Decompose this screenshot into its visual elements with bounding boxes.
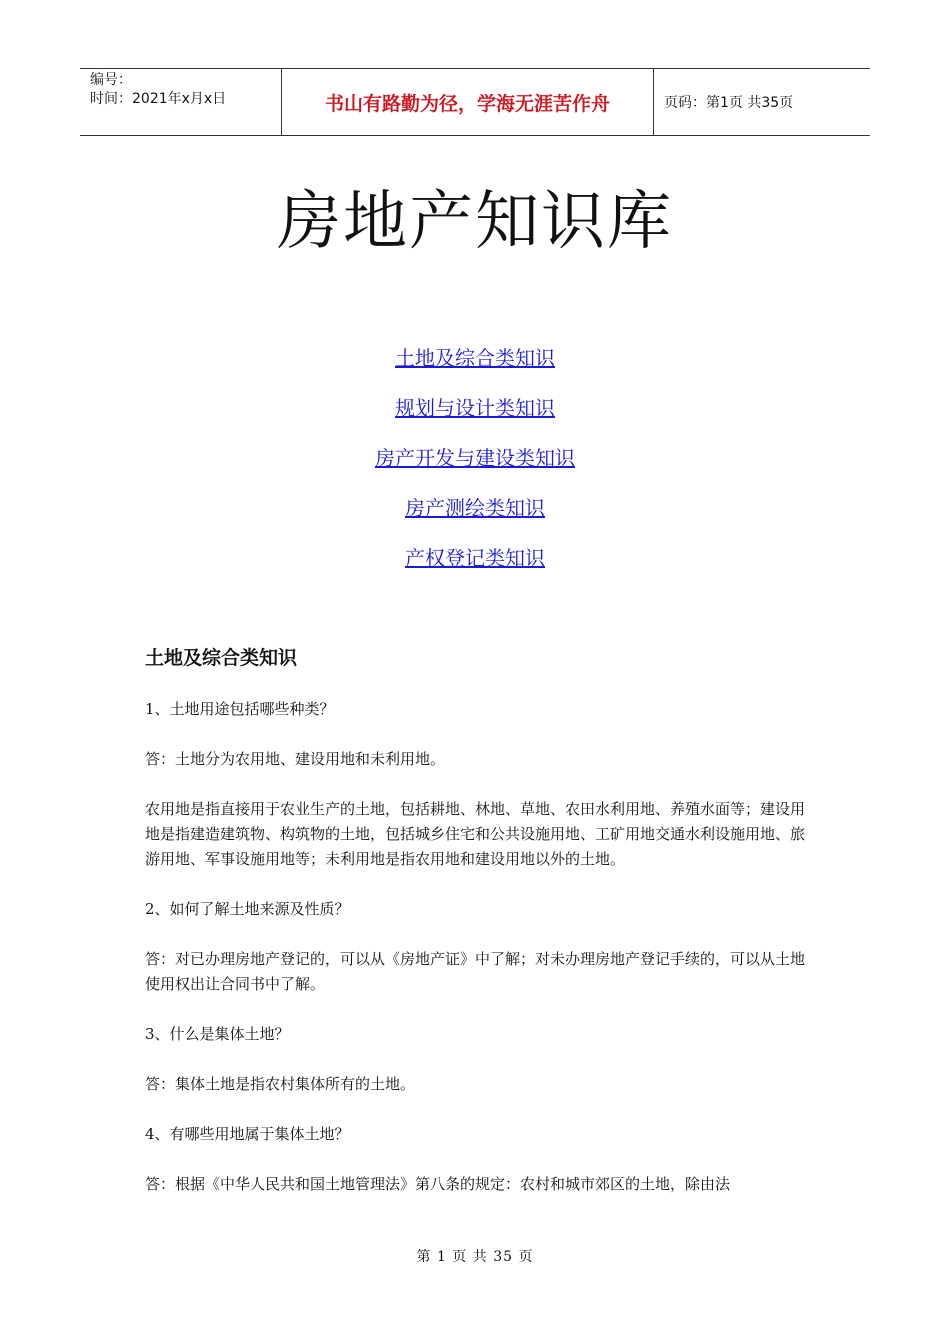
- section-content: [145, 645, 810, 1222]
- toc-link-registration[interactable]: 产权登记类知识: [405, 546, 545, 570]
- answer-1: 答：土地分为农用地、建设用地和未利用地。: [145, 750, 446, 768]
- page-footer: 第 1 页 共 35 页: [416, 1249, 534, 1265]
- time-label: 时间：2021年x月x日: [90, 91, 227, 107]
- question-3: 3、什么是集体土地？: [145, 1025, 290, 1043]
- question-1: 1、土地用途包括哪些种类？: [145, 700, 335, 718]
- toc-link-surveying[interactable]: 房产测绘类知识: [405, 496, 545, 520]
- answer-2: 答：对已办理房地产登记的，可以从《房地产证》中了解；对未办理房地产登记手续的，可以从土地使用权出让合同书中了解。: [145, 950, 806, 993]
- toc-link-development[interactable]: 房产开发与建设类知识: [375, 446, 575, 470]
- toc-link-planning[interactable]: 规划与设计类知识: [395, 396, 555, 420]
- answer-1-detail: 农用地是指直接用于农业生产的土地，包括耕地、林地、草地、农田水利用地、养殖水面等；建设用地是指建造建筑物、构筑物的土地，包括城乡住宅和公共设施用地、工矿用地交通水利设施用地、旅游用地、军事设施用地等；未利用地是指农用地和建设用地以外的土地。: [145, 800, 806, 868]
- section-title: 土地及综合类知识: [145, 647, 298, 669]
- question-4: 4、有哪些用地属于集体土地？: [145, 1125, 350, 1143]
- document-header: [80, 68, 870, 136]
- header-meta: [80, 69, 281, 135]
- number-label: 编号：: [90, 72, 132, 88]
- table-of-contents: [0, 342, 950, 592]
- header-page-info: 页码：第1页 共35页: [664, 95, 794, 111]
- question-2: 2、如何了解土地来源及性质？: [145, 900, 350, 918]
- document-title: 房地产知识库: [277, 185, 673, 259]
- header-motto: 书山有路勤为径，学海无涯苦作舟: [281, 69, 654, 135]
- toc-link-land[interactable]: 土地及综合类知识: [395, 346, 555, 370]
- answer-4: 答：根据《中华人民共和国土地管理法》第八条的规定：农村和城市郊区的土地，除由法: [145, 1175, 731, 1193]
- answer-3: 答：集体土地是指农村集体所有的土地。: [145, 1075, 416, 1093]
